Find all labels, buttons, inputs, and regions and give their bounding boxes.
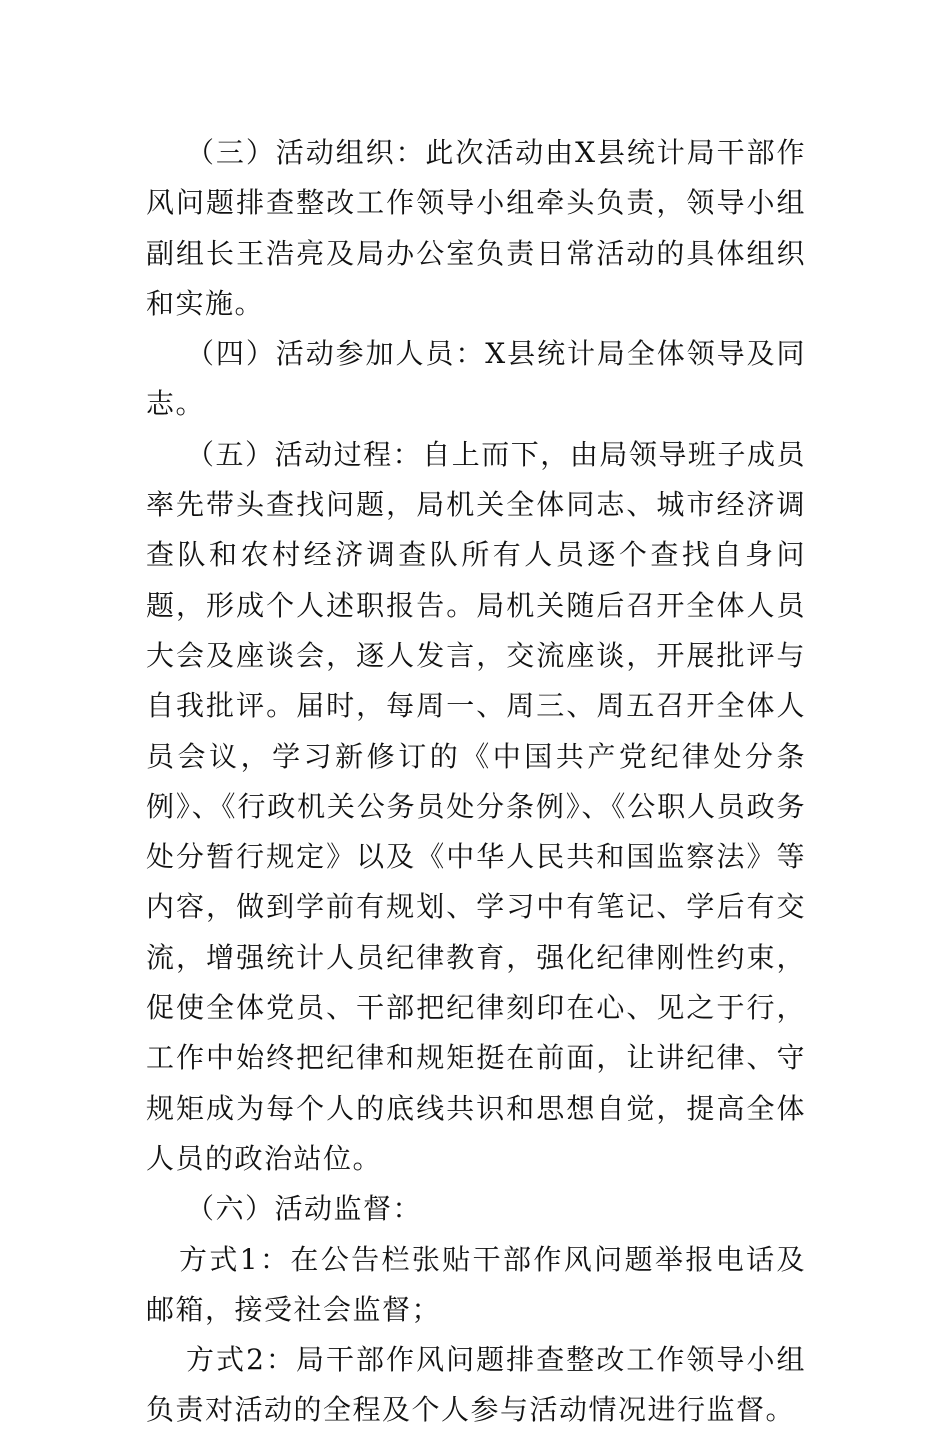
paragraph-activity-supervision-heading: （六）活动监督： [186, 1192, 423, 1226]
paragraph-supervision-method-1: 方式1：在公告栏张贴干部作风问题举报电话及邮箱，接受社会监督； [146, 1242, 806, 1326]
paragraph-activity-organization: （三）活动组织：此次活动由X县统计局干部作风问题排查整改工作领导小组牵头负责，领导小组副组长王浩亮及局办公室负责日常活动的具体组织和实施。 [146, 136, 806, 320]
paragraph-activity-process: （五）活动过程：自上而下，由局领导班子成员率先带头查找问题，局机关全体同志、城市经济调查队和农村经济调查队所有人员逐个查找自身问题，形成个人述职报告。局机关随后召开全体人员大会及座谈会，逐人发言，交流座谈，开展批评与自我批评。届时，每周一、周三、周五召开全体人员会议，学习新修订的《中国共产党纪律处分条例》、《行政机关公务员处分条例》、《公职人员政务处分暂行规定》以及《中华人民共和国监察法》等内容，做到学前有规划、学习中有笔记、学后有交流，增强统计人员纪律教育，强化纪律刚性约束，促使全体党员、干部把纪律刻印在心、见之于行，工作中始终把纪律和规矩挺在前面，让讲纪律、守规矩成为每个人的底线共识和思想自觉，提高全体人员的政治站位。 [146, 437, 806, 1175]
document-body [146, 128, 806, 1436]
paragraph-supervision-method-2: 方式2：局干部作风问题排查整改工作领导小组负责对活动的全程及个人参与活动情况进行监督。 [146, 1343, 806, 1427]
paragraph-activity-participants: （四）活动参加人员：X县统计局全体领导及同志。 [146, 337, 806, 421]
